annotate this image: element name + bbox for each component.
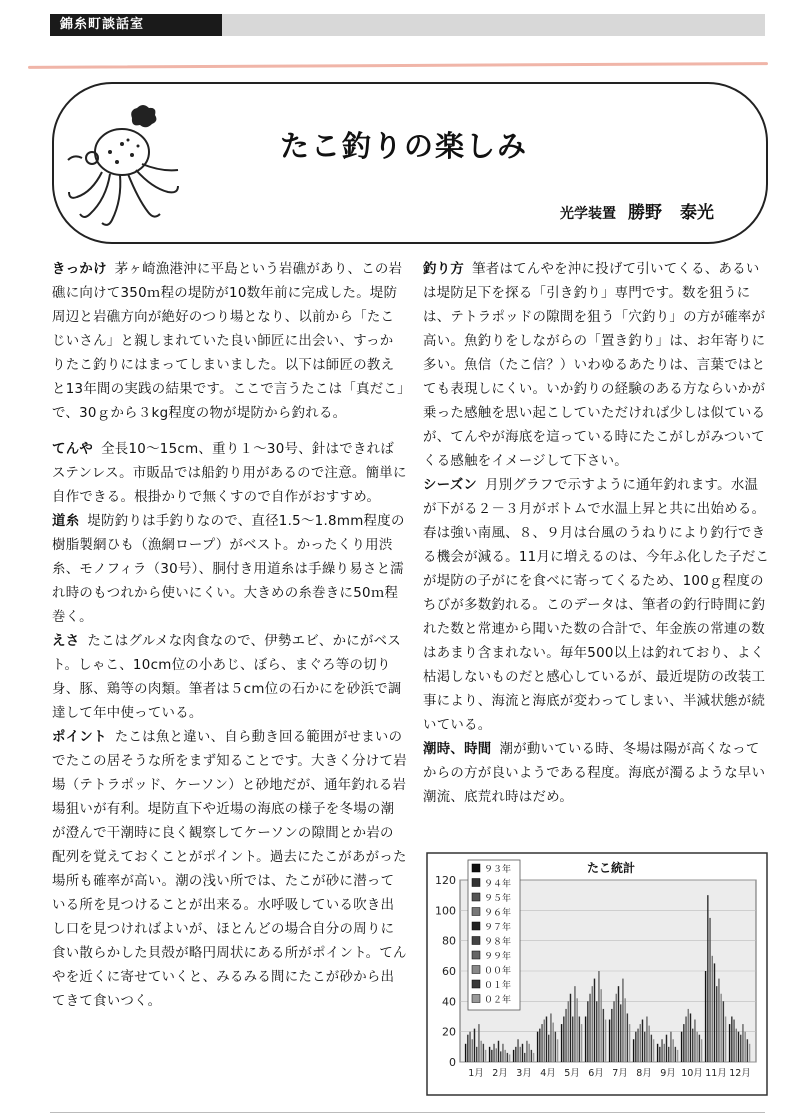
legend-swatch	[472, 951, 480, 959]
legend-label: ００年	[484, 966, 512, 977]
bar	[681, 1032, 682, 1062]
bar	[513, 1050, 514, 1062]
bar	[555, 1032, 556, 1062]
keyword: シーズン	[423, 478, 478, 493]
bar	[485, 1050, 486, 1062]
paragraph-kikkake	[52, 258, 407, 426]
bar	[522, 1044, 523, 1062]
bar	[672, 1039, 673, 1062]
bar	[504, 1050, 505, 1062]
bar	[637, 1029, 638, 1062]
decorative-line	[28, 62, 768, 69]
bar	[587, 1001, 588, 1062]
y-tick-label: 120	[435, 874, 456, 887]
bar	[642, 1020, 643, 1062]
bar	[594, 979, 595, 1062]
bar	[659, 1047, 660, 1062]
bar	[651, 1035, 652, 1062]
bar	[483, 1044, 484, 1062]
bar	[531, 1050, 532, 1062]
bar	[714, 963, 715, 1062]
bar	[690, 1013, 691, 1062]
legend-label: ９４年	[484, 879, 512, 890]
section-tag: 錦糸町談話室	[50, 14, 222, 36]
paragraph-season	[423, 474, 770, 738]
bar	[565, 1009, 566, 1062]
bar	[491, 1050, 492, 1062]
author-department: 光学装置	[560, 206, 616, 222]
y-tick-label: 40	[442, 995, 456, 1009]
bar	[533, 1053, 534, 1062]
keyword: きっかけ	[52, 262, 107, 277]
x-tick-label: 9月	[660, 1068, 676, 1079]
bar	[581, 1024, 582, 1062]
legend-swatch	[472, 995, 480, 1003]
y-tick-label: 20	[442, 1025, 456, 1039]
bar	[465, 1044, 466, 1062]
bar	[749, 1044, 750, 1062]
bar	[720, 994, 721, 1062]
bar	[723, 1001, 724, 1062]
bar	[496, 1048, 497, 1062]
article-title: たこ釣りの楽しみ	[280, 129, 529, 163]
left-column	[52, 258, 407, 1014]
bar	[480, 1041, 481, 1062]
bar	[620, 1004, 621, 1062]
bar	[472, 1039, 473, 1062]
author-byline	[560, 198, 714, 223]
keyword: えさ	[52, 634, 80, 649]
x-tick-label: 8月	[636, 1068, 652, 1079]
legend-label: ９６年	[484, 908, 512, 919]
bar	[688, 1009, 689, 1062]
bar	[605, 1020, 606, 1062]
y-tick-label: 0	[449, 1056, 456, 1069]
paragraph-michiito	[52, 510, 407, 630]
bar	[589, 994, 590, 1062]
x-tick-label: 6月	[588, 1068, 604, 1079]
bar	[744, 1032, 745, 1062]
author-given-name: 泰光	[680, 203, 714, 223]
paragraph-esa	[52, 630, 407, 726]
bar	[712, 956, 713, 1062]
bar	[557, 1039, 558, 1062]
legend-swatch	[472, 864, 480, 872]
bar	[618, 986, 619, 1062]
legend-swatch	[472, 980, 480, 988]
bar	[489, 1047, 490, 1062]
bar	[524, 1053, 525, 1062]
bar	[574, 986, 575, 1062]
bar	[624, 998, 625, 1062]
bar	[709, 918, 710, 1062]
bar	[603, 1009, 604, 1062]
legend-label: ９５年	[484, 894, 512, 904]
bar	[469, 1032, 470, 1062]
bar	[716, 986, 717, 1062]
paragraph-text: 筆者はてんやを沖に投げて引いてくる、あるいは堤防足下を探る「引き釣り」専門です。数を狙うには、テトラポッドの隙間を狙う「穴釣り」の方が確率が高い。魚釣りをしながらの「置き釣り」は、お年寄りに多い。魚信（たこ信？）いわゆるあたりは、言葉ではとても表現しにくい。いか釣りの経験のある方ならいかが乗った感触を思い起こしていただければ少しは似ているが、てんやが海底を這っている時にたこがしがみついてくる感触をイメージして下さい。	[423, 262, 766, 469]
chart-title: たこ統計	[586, 861, 636, 875]
bar	[539, 1029, 540, 1062]
paragraph-text: 月別グラフで示すように通年釣れます。水温が下がる２－３月がボトムで水温上昇と共に出始める。春は強い南風、８、９月は台風のうねりにより釣行できる機会が減る。11月に増えるのは、今年ふ化した子だこが堤防の子がにを食べに寄ってくるため、100ｇ程度のちびが多数釣れる。このデータは、筆者の釣行時間に釣れた数と常連から聞いた数の合計で、年金族の常連の数はあまり含まれない。毎年500以上は釣れており、よく枯渇しないものだと感心しているが、最近堤防の改装工事により、海流と海底が変わってしまい、半減状態が続いている。	[423, 478, 770, 733]
bar	[742, 1024, 743, 1062]
bar	[657, 1044, 658, 1062]
paragraph-text: 全長10～15cm、重り１～30号、針はできればステンレス。市販品では船釣り用があるので注意。簡単に自作できる。根掛かりで無くすので自作がおすすめ。	[52, 442, 407, 505]
bar	[613, 1001, 614, 1062]
x-tick-label: 7月	[612, 1068, 628, 1079]
bar	[718, 979, 719, 1062]
bar	[696, 1032, 697, 1062]
bar	[528, 1044, 529, 1062]
bar	[675, 1047, 676, 1062]
paragraph-tsurikata	[423, 258, 770, 474]
bar	[729, 1024, 730, 1062]
legend-label: ０２年	[484, 995, 512, 1006]
bar	[600, 989, 601, 1062]
bar	[507, 1053, 508, 1062]
bar	[500, 1051, 501, 1062]
bar	[616, 994, 617, 1062]
bar	[666, 1035, 667, 1062]
bar	[541, 1024, 542, 1062]
keyword: 潮時、時間	[423, 742, 492, 757]
bar	[611, 1009, 612, 1062]
paragraph-text: たこは魚と違い、自ら動き回る範囲がせまいのでたこの居そうな所をまず知ることです。大きく分けて岩場（テトラポッド、ケーソン）と砂地だが、通年釣れる岩場狙いが有利。堤防直下や近場の海底の様子を冬場の潮が澄んで干潮時に良く観察してケーソンの隙間とか岩の配列を覚えておくことがポイント。過去にたこがあがった場所も確率が高い。潮の浅い所では、たこが砂に潜っている所を見つけることが出来る。水呼吸している吹き出し口を見つければよいが、ほとんどの場合自分の周りに食い散らかした貝殻が略円周状にある所がポイント。てんやを近くに寄せていくと、みるみる間にたこが砂から出てきて食いつく。	[52, 730, 407, 1009]
bar	[627, 1013, 628, 1062]
bar	[544, 1020, 545, 1062]
bar	[548, 1035, 549, 1062]
right-column	[423, 258, 770, 810]
paragraph-tenya	[52, 438, 407, 510]
bar	[633, 1039, 634, 1062]
bar	[609, 1020, 610, 1062]
legend-swatch	[472, 908, 480, 916]
bar	[683, 1024, 684, 1062]
legend-label: ９３年	[484, 865, 512, 875]
bar	[537, 1032, 538, 1062]
bar	[653, 1039, 654, 1062]
bar	[644, 1032, 645, 1062]
keyword: ポイント	[52, 730, 107, 745]
keyword: てんや	[52, 442, 94, 457]
bar	[740, 1035, 741, 1062]
bar	[733, 1020, 734, 1062]
bar	[585, 1017, 586, 1063]
bar	[664, 1044, 665, 1062]
octopus-statistics-chart	[426, 852, 768, 1096]
y-tick-label: 80	[442, 934, 456, 948]
bar	[579, 1017, 580, 1063]
bar	[685, 1017, 686, 1063]
legend-label: ９９年	[484, 952, 512, 962]
paragraph-text: 茅ヶ崎漁港沖に平島という岩礁があり、この岩礁に向けて350ｍ程の堤防が10数年前に完成した。堤防周辺と岩礁方向が絶好のつり場となり、以前から「たこじいさん」と親しまれていた良い師匠に出会い、すっかりたこ釣りにはまってしまいました。以下は師匠の教えと13年間の実践の結果です。ここで言うたこは「真だこ」で、30ｇから３kg程度の物が堤防から釣れる。	[52, 262, 405, 421]
keyword: 釣り方	[423, 262, 465, 277]
bar	[552, 1023, 553, 1062]
paragraph-text: たこはグルメな肉食なので、伊勢エビ、かにがベスト。しゃこ、10cm位の小あじ、ぼら、まぐろ等の切り身、豚、鶏等の肉類。筆者は５cm位の石かにを砂浜で調達して年中使っている。	[52, 634, 402, 721]
bar	[635, 1032, 636, 1062]
paragraph-shiodoki	[423, 738, 770, 810]
bar	[692, 1029, 693, 1062]
legend-label: ９８年	[484, 937, 512, 948]
bar	[661, 1039, 662, 1062]
author-family-name: 勝野	[628, 203, 662, 223]
bar	[738, 1032, 739, 1062]
legend-swatch	[472, 893, 480, 901]
bar	[550, 1013, 551, 1062]
keyword: 道糸	[52, 514, 80, 529]
bar	[707, 895, 708, 1062]
bar	[520, 1047, 521, 1062]
x-tick-label: 3月	[516, 1068, 532, 1079]
legend-swatch	[472, 966, 480, 974]
bar	[677, 1050, 678, 1062]
bar	[526, 1041, 527, 1062]
x-tick-label: 10月	[681, 1068, 703, 1079]
bar	[517, 1039, 518, 1062]
bar	[731, 1017, 732, 1063]
bar	[515, 1047, 516, 1062]
bar	[694, 1020, 695, 1062]
x-tick-label: 11月	[705, 1068, 727, 1079]
bar	[646, 1017, 647, 1063]
bar	[476, 1047, 477, 1062]
x-tick-label: 5月	[564, 1068, 580, 1079]
bar	[546, 1017, 547, 1063]
paragraph-text: 潮が動いている時、冬場は陽が高くなってからの方が良いようである程度。海底が濁るような早い潮流、底荒れ時はだめ。	[423, 742, 766, 805]
bar	[725, 1017, 726, 1063]
bar	[502, 1044, 503, 1062]
bar	[561, 1024, 562, 1062]
bar	[498, 1041, 499, 1062]
bar	[493, 1044, 494, 1062]
legend-swatch	[472, 922, 480, 930]
bar	[736, 1029, 737, 1062]
bar	[622, 979, 623, 1062]
bar	[568, 1001, 569, 1062]
legend-label: ９７年	[484, 923, 512, 933]
page-bottom-line	[50, 1112, 765, 1113]
bar	[640, 1024, 641, 1062]
bar	[747, 1039, 748, 1062]
x-tick-label: 12月	[729, 1068, 751, 1079]
legend-swatch	[472, 879, 480, 887]
bar	[701, 1039, 702, 1062]
bar	[572, 1017, 573, 1063]
x-tick-label: 4月	[540, 1068, 556, 1079]
legend-label: ０１年	[484, 981, 512, 991]
paragraph-text: 堤防釣りは手釣りなので、直径1.5～1.8mm程度の樹脂製網ひも（漁網ロープ）がベスト。かったくり用渋糸、モノフィラ（30号）、胴付き用道糸は手繰り易さと濡れ時のもつれから使いにくい。大きめの糸巻きに50ｍ程巻く。	[52, 514, 405, 625]
bar	[596, 1001, 597, 1062]
x-tick-label: 1月	[468, 1068, 484, 1079]
bar	[570, 994, 571, 1062]
bar	[598, 971, 599, 1062]
bar	[670, 1032, 671, 1062]
legend-swatch	[472, 937, 480, 945]
bar	[576, 998, 577, 1062]
bar	[509, 1054, 510, 1062]
octopus-illustration	[62, 100, 187, 235]
bar	[478, 1024, 479, 1062]
x-tick-label: 2月	[492, 1068, 508, 1079]
bar	[467, 1035, 468, 1062]
bar	[705, 971, 706, 1062]
bar	[563, 1017, 564, 1063]
y-tick-label: 60	[442, 965, 456, 978]
bar	[474, 1029, 475, 1062]
bar	[699, 1035, 700, 1062]
bar	[668, 1047, 669, 1062]
bar	[629, 1024, 630, 1062]
bar	[592, 986, 593, 1062]
paragraph-point	[52, 726, 407, 1014]
y-tick-label: 100	[435, 904, 456, 918]
bar	[648, 1026, 649, 1062]
